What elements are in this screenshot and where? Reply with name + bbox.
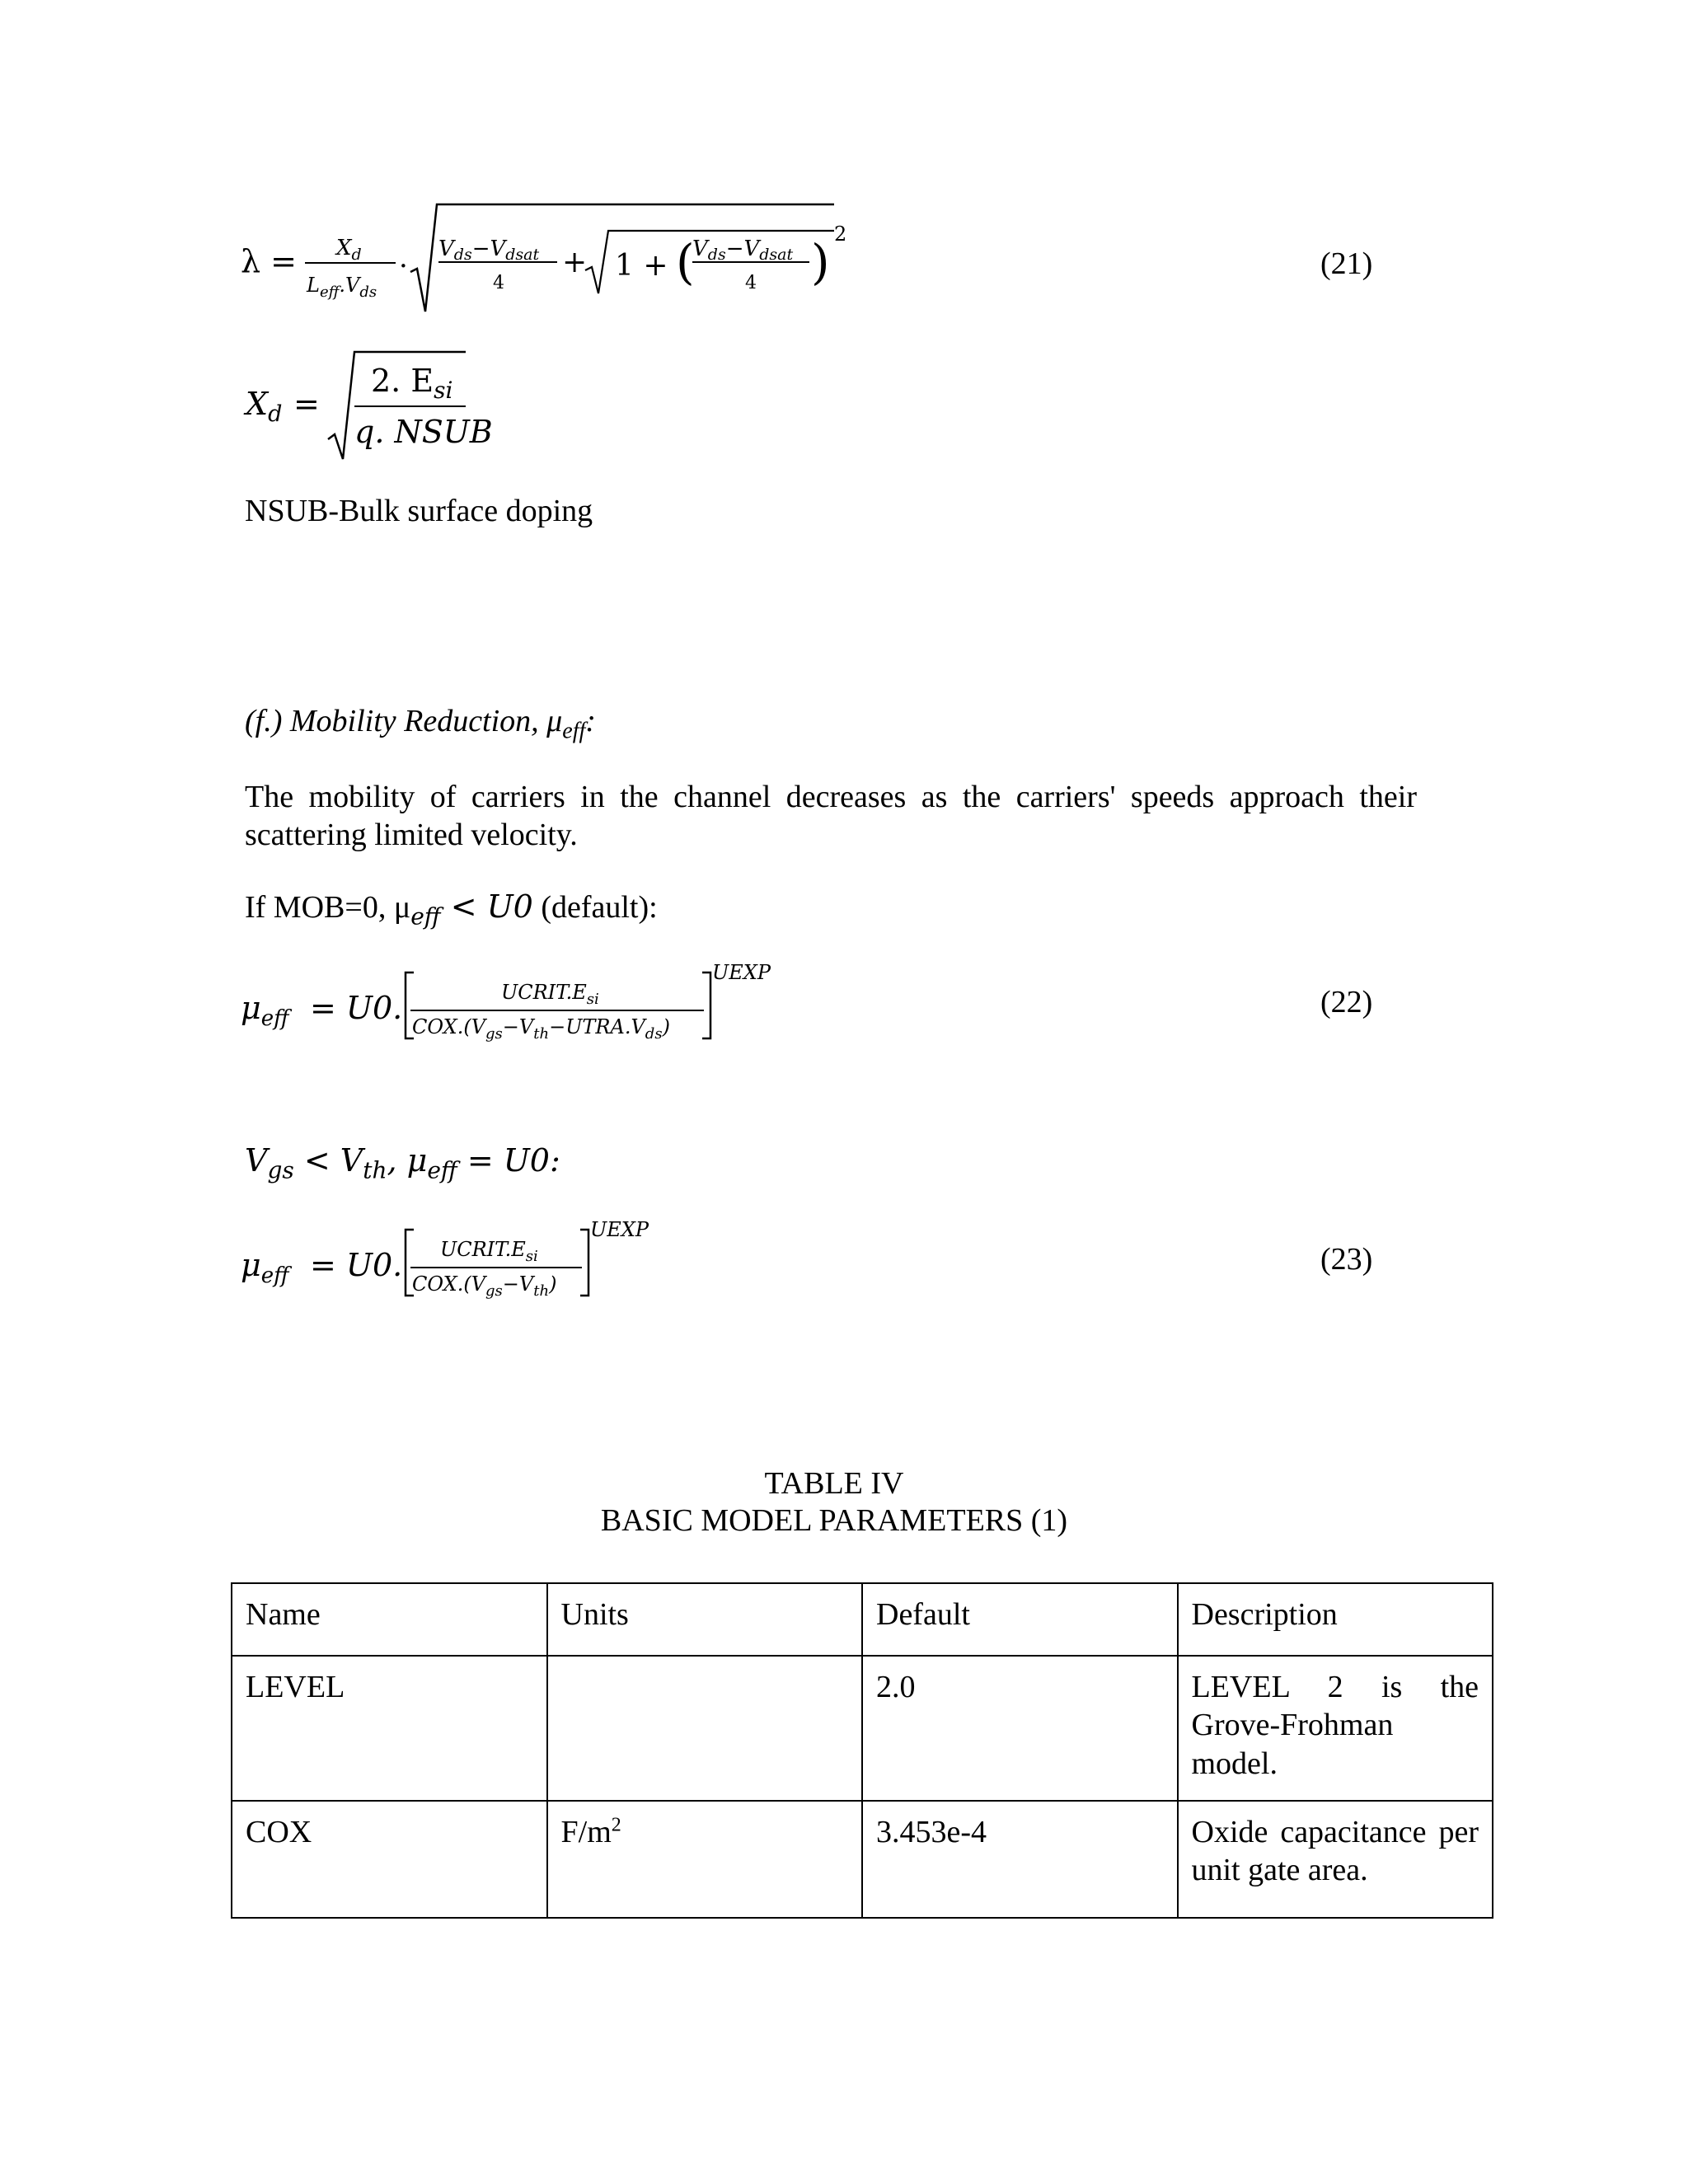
eq21-den-l: L (307, 274, 320, 297)
eq21-num-x: X (336, 236, 352, 260)
eq21-plus: + (562, 246, 588, 279)
svg-text:COX.(Vgs−Vth) (412, 1272, 556, 1300)
svg-text:COX.(Vgs−Vth−UTRA.Vds) (412, 1015, 670, 1043)
eq21-paren-v: V (692, 237, 708, 261)
condition2-comma: , μ (387, 1142, 428, 1179)
eq23-den-sub1: gs (485, 1282, 503, 1300)
eq22-exponent: UEXP (712, 961, 771, 984)
eq21-paren-mid: −V (725, 237, 760, 261)
eq21-den-sub: eff (319, 284, 340, 301)
eq21-lambda-lhs: λ = (241, 243, 298, 279)
condition2-rest: = U0: (457, 1142, 560, 1179)
eq22-num-sub: si (586, 991, 599, 1008)
eq21-one-plus: 1 + (615, 249, 668, 283)
eq21-dot: · (399, 250, 408, 283)
equation-number-23: (23) (1320, 1242, 1373, 1277)
header-description: Description (1178, 1583, 1493, 1656)
cell-units-text: F/m (560, 1815, 612, 1849)
condition-vgs-lt-vth (245, 1142, 560, 1184)
table-header-row (232, 1583, 1493, 1656)
svg-text:μeff (241, 1247, 293, 1288)
equation-number-21: (21) (1320, 246, 1373, 281)
eq21-inner-sub2: dsat (505, 246, 540, 264)
eq21-num-sub: d (351, 246, 362, 264)
eq22-den-sub1: gs (485, 1025, 503, 1043)
condition1-rest: < U0 (440, 888, 533, 925)
eq22-den-sub2: th (533, 1025, 550, 1043)
cell-units (547, 1801, 863, 1918)
equation-23 (231, 1213, 676, 1304)
eq23-den: COX.(V (412, 1272, 486, 1296)
eq23-num-sub: si (525, 1248, 538, 1265)
condition2-v-sub: gs (267, 1156, 294, 1184)
header-units: Units (547, 1583, 863, 1656)
svg-text:Vds−Vdsat (438, 237, 540, 264)
svg-text:Xd (243, 386, 282, 427)
svg-text:Vds−Vdsat (692, 237, 794, 264)
equation-21 (231, 190, 857, 321)
eq22-den-mid: −V (502, 1015, 534, 1038)
condition2-lt: < V (293, 1142, 363, 1179)
table-caption-line2: BASIC MODEL PARAMETERS (1) (600, 1502, 1068, 1538)
eq21-den-mid: .V (339, 274, 360, 297)
equation-22 (231, 956, 791, 1047)
condition2-mu-sub: eff (427, 1156, 457, 1184)
eq23-den-mid: −V (502, 1272, 534, 1296)
condition2-vth-sub: th (363, 1156, 387, 1184)
svg-text:): ) (811, 234, 830, 290)
section-heading (245, 703, 596, 745)
eq21-inner-mid: −V (471, 237, 506, 261)
condition1-sub: eff (410, 902, 441, 930)
equation-number-22: (22) (1320, 985, 1373, 1019)
cell-name: COX (232, 1801, 547, 1918)
cell-description: LEVEL 2 is the Grove-Frohman model. (1178, 1656, 1493, 1801)
svg-text:μeff (241, 990, 293, 1031)
xd-lhs: X (246, 386, 269, 422)
condition1-suffix: (default): (532, 890, 658, 925)
cell-units (547, 1656, 863, 1801)
eq21-paren-sub1: ds (707, 246, 726, 264)
xd-lhs-sub: d (268, 401, 283, 427)
mobility-paragraph: The mobility of carriers in the channel decreases as the carriers' speeds approach their scattering limited velocity. (245, 780, 1417, 852)
xd-equals: = (293, 386, 320, 422)
section-heading-colon: : (585, 704, 596, 738)
cell-description: Oxide capacitance per unit gate area. (1178, 1801, 1493, 1918)
eq21-sq-exp: 2 (834, 223, 847, 246)
eq22-rhs-start: = U0. (310, 990, 403, 1026)
eq22-lhs: μ (241, 990, 261, 1026)
svg-text:UCRIT.Esi (501, 981, 599, 1008)
eq21-inner-den: 4 (493, 273, 504, 293)
cell-default: 3.453e-4 (862, 1801, 1178, 1918)
eq22-den-mid2: −UTRA.V (549, 1015, 645, 1038)
condition-mob0 (245, 888, 658, 930)
xd-den: q. NSUB (354, 414, 493, 450)
svg-text:2. Esi (371, 363, 452, 404)
equation-xd (231, 342, 495, 466)
nsub-note: NSUB-Bulk surface doping (245, 494, 593, 528)
eq21-paren-den: 4 (745, 273, 757, 293)
parameters-table (231, 1582, 1493, 1919)
section-heading-text: (f.) Mobility Reduction, μ (245, 704, 563, 738)
svg-text:UCRIT.Esi (440, 1238, 538, 1265)
condition2-v: V (245, 1142, 268, 1179)
eq23-lhs-sub: eff (260, 1263, 289, 1288)
xd-num: 2. E (371, 363, 434, 399)
svg-text:Leff.Vds (306, 274, 377, 301)
eq23-rhs-start: = U0. (310, 1247, 403, 1283)
eq23-den-end: ) (549, 1272, 557, 1296)
eq22-num: UCRIT.E (501, 981, 587, 1004)
table-row (232, 1801, 1493, 1918)
eq23-exponent: UEXP (590, 1218, 649, 1241)
eq22-lhs-sub: eff (260, 1006, 289, 1031)
eq23-num: UCRIT.E (440, 1238, 526, 1261)
svg-text:Xd (335, 236, 362, 264)
eq23-lhs: μ (241, 1247, 261, 1283)
cell-units-sup: 2 (611, 1814, 621, 1836)
cell-name: LEVEL (232, 1656, 547, 1801)
table-caption-line1: TABLE IV (764, 1466, 904, 1501)
condition1-prefix: If MOB=0, μ (245, 890, 411, 925)
section-heading-sub: eff (562, 718, 586, 744)
svg-text:(: ( (676, 234, 695, 290)
eq21-inner-v: V (438, 237, 454, 261)
cell-default: 2.0 (862, 1656, 1178, 1801)
eq22-den-end: ) (662, 1015, 670, 1038)
xd-num-sub: si (434, 377, 453, 404)
eq22-den: COX.(V (412, 1015, 486, 1038)
eq21-den-sub2: ds (359, 284, 377, 301)
eq23-den-sub2: th (533, 1282, 550, 1300)
eq22-den-sub3: ds (645, 1025, 663, 1043)
eq21-inner-sub1: ds (453, 246, 472, 264)
eq21-paren-sub2: dsat (759, 246, 794, 264)
header-default: Default (862, 1583, 1178, 1656)
header-name: Name (232, 1583, 547, 1656)
table-caption (0, 1465, 1668, 1540)
table-row (232, 1656, 1493, 1801)
